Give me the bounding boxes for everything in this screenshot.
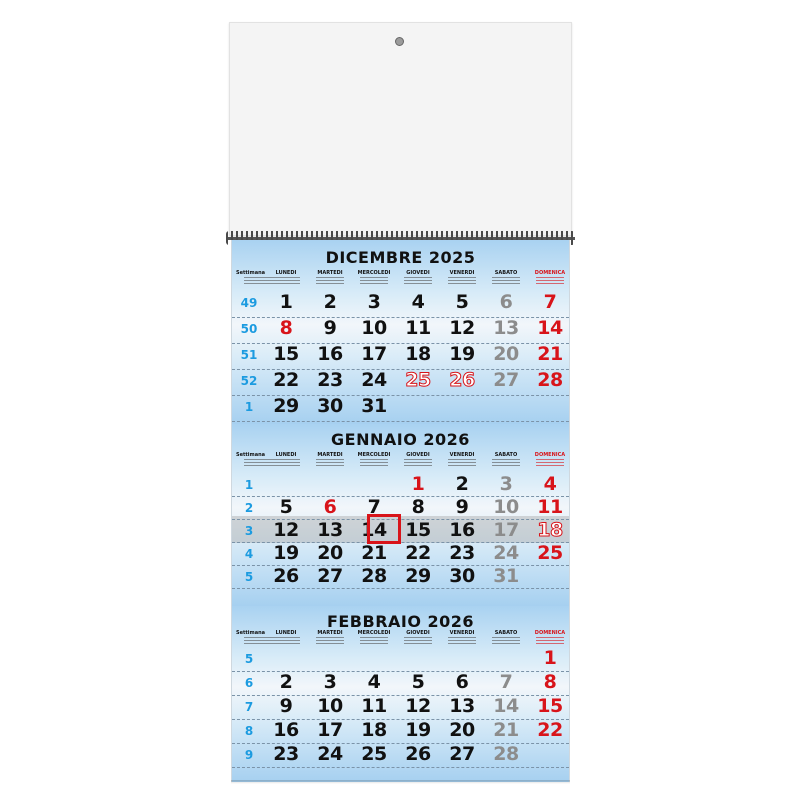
day-cell xyxy=(264,396,308,422)
day-number: 13 xyxy=(449,695,475,717)
week-row xyxy=(232,648,569,672)
day-header-sat: SABATO xyxy=(484,270,528,286)
day-number: 1 xyxy=(543,647,557,669)
day-header-mon: LUNEDI xyxy=(264,270,308,286)
week-row xyxy=(232,543,569,566)
day-header-wed: MERCOLEDI xyxy=(352,630,396,646)
day-header-tue: MARTEDI xyxy=(308,630,352,646)
today-marker xyxy=(367,514,401,544)
day-number: 9 xyxy=(323,317,337,339)
week-number: 4 xyxy=(244,547,254,561)
day-number: 6 xyxy=(323,496,337,518)
week-row xyxy=(232,720,569,744)
day-number: 16 xyxy=(273,719,299,741)
week-number: 50 xyxy=(240,322,258,336)
day-number: 22 xyxy=(405,542,431,564)
day-number: 24 xyxy=(317,743,343,765)
day-header-sun: DOMENICA xyxy=(528,270,572,286)
month-december-2025 xyxy=(231,240,570,424)
day-number: 1 xyxy=(279,291,293,313)
day-number: 31 xyxy=(493,565,519,587)
day-cell xyxy=(308,744,352,770)
week-header: Settimana xyxy=(236,270,264,286)
month-january-2026 xyxy=(231,424,570,606)
day-cell xyxy=(484,318,528,344)
week-number: 1 xyxy=(244,400,254,414)
day-number: 27 xyxy=(449,743,475,765)
day-number: 10 xyxy=(317,695,343,717)
day-cell xyxy=(264,370,308,396)
day-cell xyxy=(440,566,484,592)
day-cell xyxy=(264,292,308,318)
day-number: 28 xyxy=(361,565,387,587)
week-row xyxy=(232,672,569,696)
day-number: 17 xyxy=(361,343,387,365)
day-number: 14 xyxy=(493,695,519,717)
day-cell xyxy=(352,318,396,344)
day-cell xyxy=(264,318,308,344)
day-number: 22 xyxy=(537,719,563,741)
week-row xyxy=(232,566,569,589)
day-number: 2 xyxy=(279,671,293,693)
day-number: 15 xyxy=(405,519,431,541)
day-cell xyxy=(396,292,440,318)
day-number: 14 xyxy=(361,519,387,541)
day-cell xyxy=(484,566,528,592)
week-header: Settimana xyxy=(236,630,264,646)
day-number: 25 xyxy=(405,369,431,391)
day-number: 25 xyxy=(537,542,563,564)
weekday-header-row xyxy=(232,452,569,472)
day-number: 8 xyxy=(411,496,425,518)
day-number: 24 xyxy=(493,542,519,564)
day-number: 6 xyxy=(455,671,469,693)
week-number: 49 xyxy=(240,296,258,310)
day-header-wed: MERCOLEDI xyxy=(352,452,396,468)
week-number: 6 xyxy=(244,676,254,690)
day-cell xyxy=(264,566,308,592)
day-number: 26 xyxy=(405,743,431,765)
day-cell xyxy=(308,566,352,592)
week-number: 9 xyxy=(244,748,254,762)
day-number: 20 xyxy=(493,343,519,365)
week-number: 1 xyxy=(244,478,254,492)
day-number: 10 xyxy=(361,317,387,339)
day-number: 4 xyxy=(411,291,425,313)
week-row xyxy=(232,344,569,370)
day-header-wed: MERCOLEDI xyxy=(352,270,396,286)
day-number: 18 xyxy=(405,343,431,365)
day-cell xyxy=(484,344,528,370)
day-number: 15 xyxy=(273,343,299,365)
day-number: 16 xyxy=(317,343,343,365)
day-header-fri: VENERDI xyxy=(440,630,484,646)
day-number: 27 xyxy=(493,369,519,391)
day-number: 19 xyxy=(449,343,475,365)
hanging-hole xyxy=(395,37,404,46)
day-number: 12 xyxy=(273,519,299,541)
week-number: 51 xyxy=(240,348,258,362)
day-header-thu: GIOVEDI xyxy=(396,270,440,286)
day-cell xyxy=(396,744,440,770)
day-cell xyxy=(396,318,440,344)
day-number: 23 xyxy=(449,542,475,564)
week-row xyxy=(232,696,569,720)
day-number: 21 xyxy=(537,343,563,365)
day-cell xyxy=(440,292,484,318)
day-number: 30 xyxy=(317,395,343,417)
week-number: 8 xyxy=(244,724,254,738)
week-row xyxy=(232,292,569,318)
day-number: 3 xyxy=(367,291,381,313)
day-cell xyxy=(352,370,396,396)
day-number: 26 xyxy=(273,565,299,587)
day-number: 11 xyxy=(537,496,563,518)
week-number: 5 xyxy=(244,570,254,584)
day-number: 7 xyxy=(499,671,513,693)
day-cell xyxy=(440,370,484,396)
day-number: 16 xyxy=(449,519,475,541)
day-header-sun: DOMENICA xyxy=(528,630,572,646)
day-cell xyxy=(484,292,528,318)
day-number: 18 xyxy=(537,519,563,541)
day-cell xyxy=(264,344,308,370)
day-number: 23 xyxy=(317,369,343,391)
day-number: 20 xyxy=(317,542,343,564)
weekday-header-row xyxy=(232,270,569,290)
day-number: 15 xyxy=(537,695,563,717)
day-cell xyxy=(440,744,484,770)
day-number: 31 xyxy=(361,395,387,417)
week-row xyxy=(232,744,569,768)
day-cell xyxy=(352,292,396,318)
day-cell xyxy=(528,344,572,370)
day-number: 12 xyxy=(405,695,431,717)
month-title: GENNAIO 2026 xyxy=(331,430,470,449)
day-number: 8 xyxy=(543,671,557,693)
day-cell xyxy=(396,370,440,396)
week-number: 5 xyxy=(244,652,254,666)
day-cell xyxy=(396,344,440,370)
day-header-sun: DOMENICA xyxy=(528,452,572,468)
day-number: 28 xyxy=(493,743,519,765)
week-number: 7 xyxy=(244,700,254,714)
day-number: 5 xyxy=(455,291,469,313)
day-number: 21 xyxy=(493,719,519,741)
day-number: 7 xyxy=(543,291,557,313)
day-number: 5 xyxy=(411,671,425,693)
week-number: 52 xyxy=(240,374,258,388)
day-number: 19 xyxy=(273,542,299,564)
day-header-thu: GIOVEDI xyxy=(396,452,440,468)
day-number: 8 xyxy=(279,317,293,339)
day-cell xyxy=(352,396,396,422)
day-header-mon: LUNEDI xyxy=(264,452,308,468)
day-number: 6 xyxy=(499,291,513,313)
day-number: 14 xyxy=(537,317,563,339)
day-cell xyxy=(528,370,572,396)
day-number: 11 xyxy=(361,695,387,717)
day-number: 27 xyxy=(317,565,343,587)
day-number: 28 xyxy=(537,369,563,391)
day-number: 9 xyxy=(279,695,293,717)
day-number: 30 xyxy=(449,565,475,587)
day-number: 25 xyxy=(361,743,387,765)
week-row xyxy=(232,318,569,344)
day-cell xyxy=(352,566,396,592)
day-cell xyxy=(528,318,572,344)
week-number: 2 xyxy=(244,501,254,515)
day-number: 18 xyxy=(361,719,387,741)
day-cell xyxy=(440,318,484,344)
day-cell xyxy=(484,744,528,770)
day-number: 17 xyxy=(317,719,343,741)
week-number: 3 xyxy=(244,524,254,538)
day-cell xyxy=(396,566,440,592)
day-cell xyxy=(352,744,396,770)
calendar-bottom-shadow xyxy=(231,780,570,784)
day-cell xyxy=(352,344,396,370)
day-cell xyxy=(308,396,352,422)
day-header-tue: MARTEDI xyxy=(308,270,352,286)
day-number: 2 xyxy=(455,473,469,495)
day-cell xyxy=(308,370,352,396)
day-number: 11 xyxy=(405,317,431,339)
day-cell xyxy=(528,292,572,318)
day-header-sat: SABATO xyxy=(484,630,528,646)
day-number: 4 xyxy=(367,671,381,693)
day-number: 1 xyxy=(411,473,425,495)
day-number: 9 xyxy=(455,496,469,518)
day-number: 22 xyxy=(273,369,299,391)
day-header-tue: MARTEDI xyxy=(308,452,352,468)
day-header-sat: SABATO xyxy=(484,452,528,468)
day-cell xyxy=(264,744,308,770)
week-row xyxy=(232,396,569,422)
weekday-header-row xyxy=(232,630,569,650)
day-number: 2 xyxy=(323,291,337,313)
day-cell xyxy=(308,318,352,344)
day-number: 17 xyxy=(493,519,519,541)
day-number: 29 xyxy=(405,565,431,587)
day-number: 3 xyxy=(323,671,337,693)
week-header: Settimana xyxy=(236,452,264,468)
day-header-mon: LUNEDI xyxy=(264,630,308,646)
day-number: 24 xyxy=(361,369,387,391)
day-number: 3 xyxy=(499,473,513,495)
day-header-fri: VENERDI xyxy=(440,452,484,468)
day-number: 23 xyxy=(273,743,299,765)
calendar-header-board xyxy=(229,22,572,236)
day-header-thu: GIOVEDI xyxy=(396,630,440,646)
day-cell xyxy=(308,344,352,370)
day-number: 13 xyxy=(493,317,519,339)
day-header-fri: VENERDI xyxy=(440,270,484,286)
day-number: 4 xyxy=(543,473,557,495)
day-cell xyxy=(440,344,484,370)
day-number: 7 xyxy=(367,496,381,518)
day-number: 20 xyxy=(449,719,475,741)
day-number: 5 xyxy=(279,496,293,518)
day-number: 13 xyxy=(317,519,343,541)
day-number: 26 xyxy=(449,369,475,391)
day-number: 29 xyxy=(273,395,299,417)
month-title: FEBBRAIO 2026 xyxy=(326,612,475,631)
day-number: 12 xyxy=(449,317,475,339)
day-number: 10 xyxy=(493,496,519,518)
day-cell xyxy=(308,292,352,318)
day-number: 19 xyxy=(405,719,431,741)
week-row xyxy=(232,474,569,497)
day-cell xyxy=(528,720,572,746)
month-title: DICEMBRE 2025 xyxy=(325,248,476,267)
week-row xyxy=(232,370,569,396)
day-number: 21 xyxy=(361,542,387,564)
day-cell xyxy=(484,370,528,396)
month-february-2026 xyxy=(231,606,570,782)
